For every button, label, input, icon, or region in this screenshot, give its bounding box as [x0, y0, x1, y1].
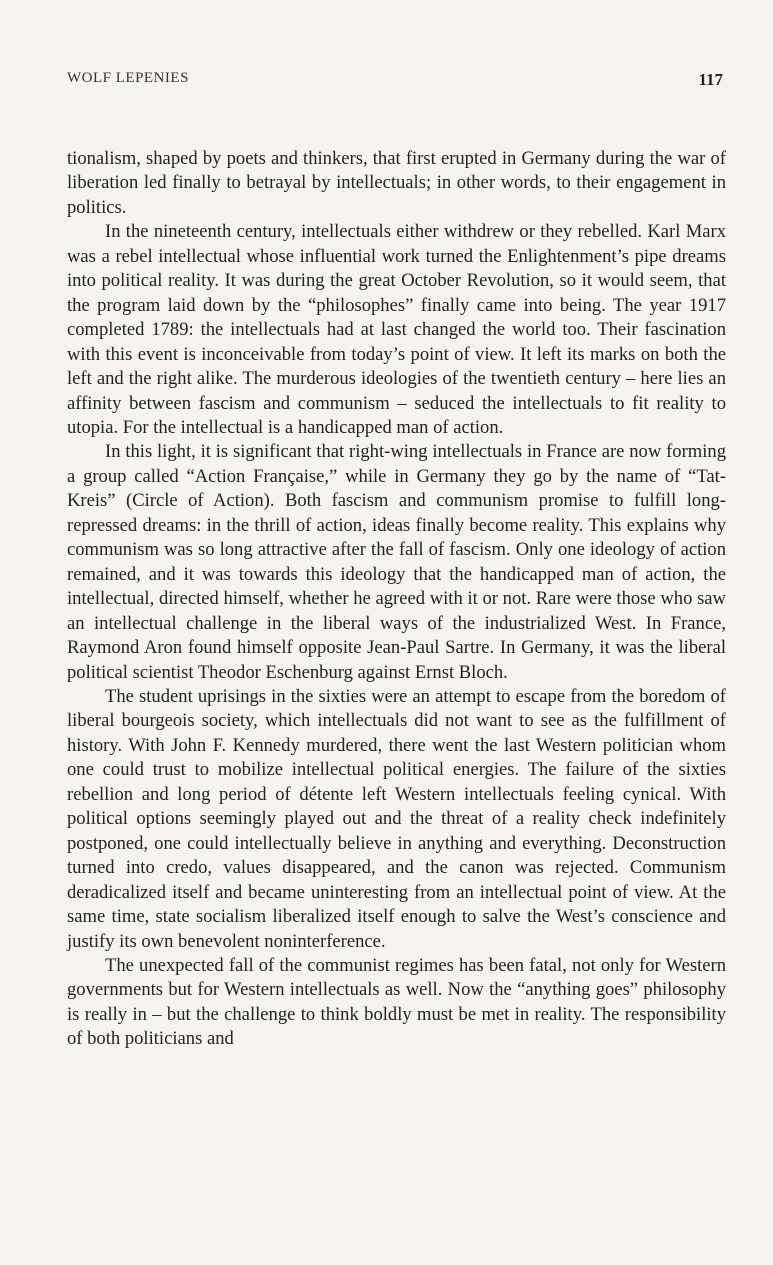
running-head-author: WOLF LEPENIES [67, 70, 189, 86]
paragraph: In the nineteenth century, intellectuals either withdrew or they rebelled. Karl Marx was a rebel intellectual whose influential work turned the Enlightenment’s pipe dreams into political reality. It was during the great October Revolution, so it would seem, that the program laid down by the “philosophes” finally came into being. The year 1917 completed 1789: the intellectuals had at last changed the world too. Their fascination with this event is inconceivable from today’s point of view. It left its marks on both the left and the right alike. The murderous ideologies of the twentieth century – here lies an affinity between fascism and communism – seduced the intellectuals to fit reality to utopia. For the intellectual is a handicapped man of action. [67, 221, 726, 438]
paragraph: In this light, it is significant that right-wing intellectuals in France are now forming a group called “Action Française,” while in Germany they go by the name of “Tat-Kreis” (Circle of Action). Both fascism and communism promise to fulfill long-repressed dreams: in the thrill of action, ideas finally become reality. This explains why communism was so long attractive after the fall of fascism. Only one ideology of action remained, and it was towards this ideology that the handicapped man of action, the intellectual, directed himself, whether he agreed with it or not. Rare were those who saw an intellectual challenge in the liberal ways of the industrialized West. In France, Raymond Aron found himself opposite Jean-Paul Sartre. In Germany, it was the liberal political scientist Theodor Eschenburg against Ernst Bloch. [67, 441, 726, 683]
body-text [67, 147, 726, 1052]
paragraph: The student uprisings in the sixties were an attempt to escape from the boredom of liberal bourgeois society, which intellectuals did not want to see as the fulfillment of history. With John F. Kennedy murdered, there went the last Western politician whom one could trust to mobilize intellectual political energies. The failure of the sixties rebellion and long period of détente left Western intellectuals feeling cynical. With political options seemingly played out and the threat of a reality check indefinitely postponed, one could intellectually believe in anything and everything. Deconstruction turned into credo, values disappeared, and the canon was rejected. Communism deradicalized itself and became uninteresting from an intellectual point of view. At the same time, state socialism liberalized itself enough to salve the West’s conscience and justify its own benevolent noninterference. [67, 685, 726, 952]
running-head [67, 70, 723, 94]
paragraph: The unexpected fall of the communist regimes has been fatal, not only for Western governments but for Western intellectuals as well. Now the “anything goes” philosophy is really in – but the challenge to think boldly must be met in reality. The responsibility of both politicians and [67, 954, 726, 1050]
page-number: 117 [698, 70, 723, 89]
paragraph: tionalism, shaped by poets and thinkers, that first erupted in Germany during the war of liberation led finally to betrayal by intellectuals; in other words, to their engagement in politics. [67, 148, 726, 218]
